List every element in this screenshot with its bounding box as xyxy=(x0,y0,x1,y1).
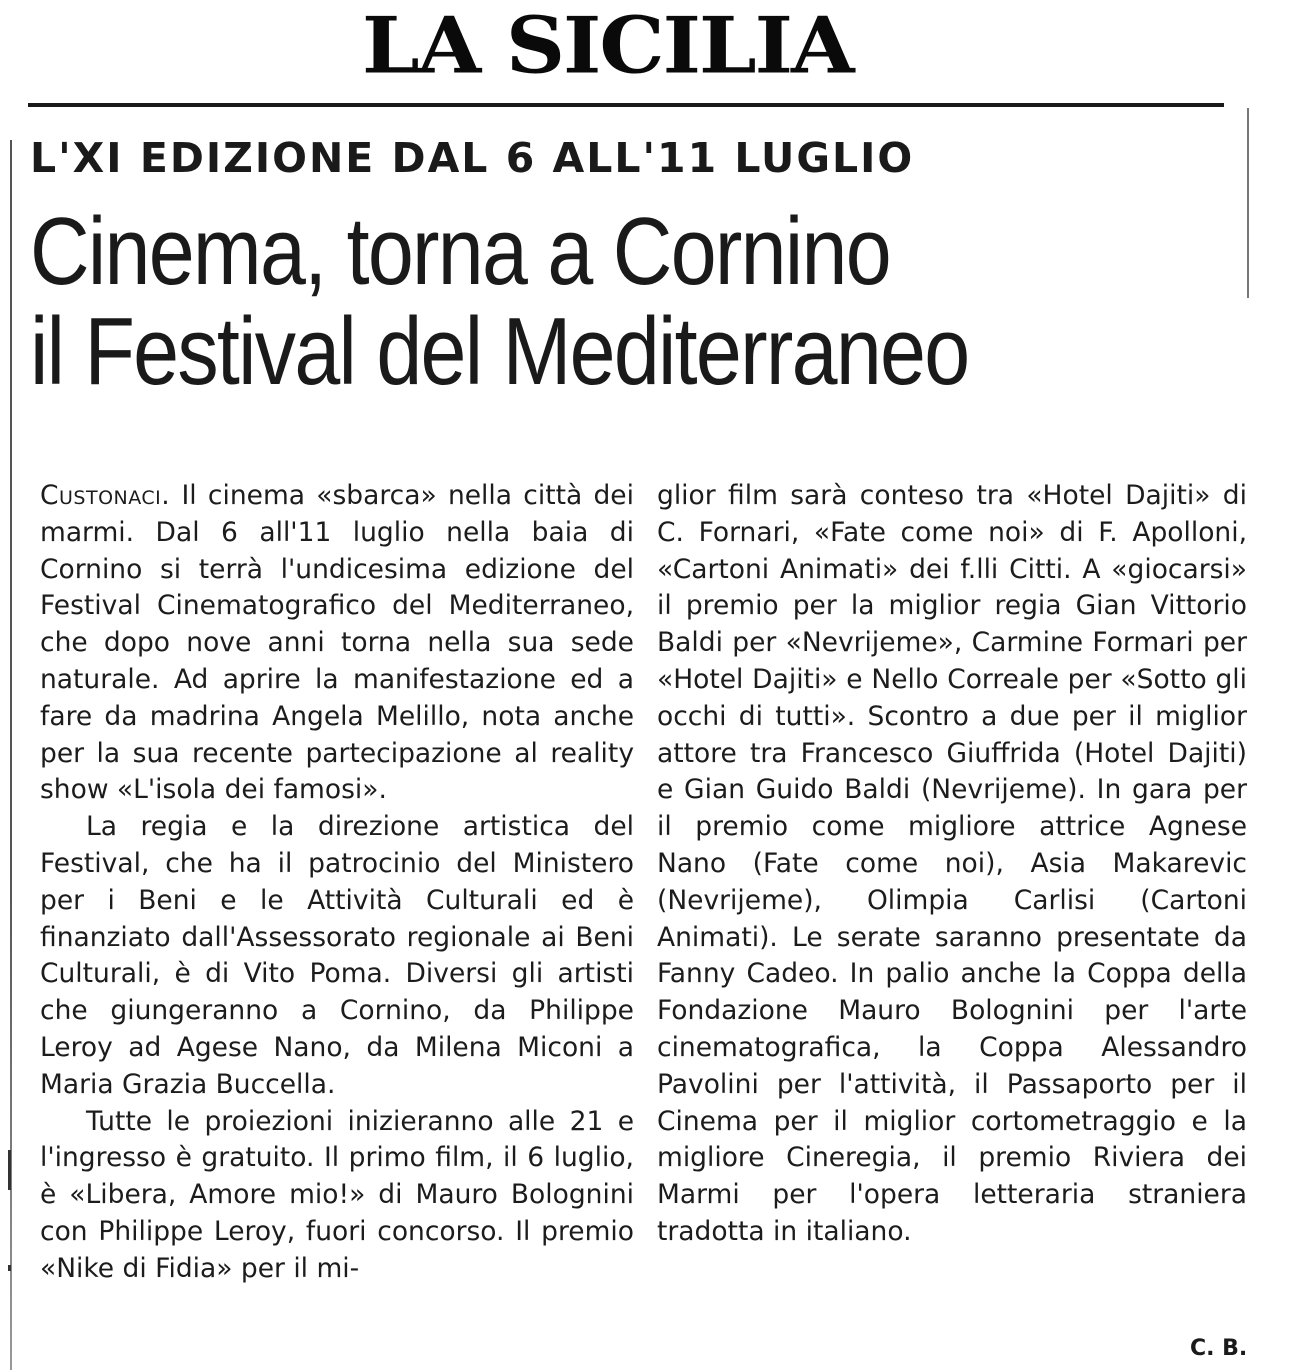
article-paragraph: Tutte le proiezioni inizieranno alle 21 e l'ingresso è gratuito. Il primo film, il 6 luglio, è «Libera, Amore mio!» di Mauro Bolognini con Philippe Leroy, fuori concorso. Il premio «Nike di Fidia» per il mi- xyxy=(40,1105,634,1284)
newspaper-masthead: LA SICILIA xyxy=(362,0,853,92)
right-margin-rule xyxy=(1247,108,1249,298)
article-paragraph: La regia e la direzione artistica del Festival, che ha il patrocinio del Ministero per i Beni e le Attività Culturali ed è finanziato dall'Assessorato regionale ai Beni Culturali, è di Vito Poma. Diversi gli artisti che giungeranno a Cornino, da Philippe Leroy ad Agese Nano, da Milena Miconi a Maria Grazia Buccella. xyxy=(40,811,634,1100)
article-column-right xyxy=(657,478,1247,1251)
article-headline xyxy=(30,198,1079,405)
author-signature: C. B. xyxy=(1190,1336,1248,1361)
article-column-left xyxy=(40,478,634,1288)
article-kicker: L'XI EDIZIONE DAL 6 ALL'11 LUGLIO xyxy=(30,134,915,182)
article-dateline: Custonaci. xyxy=(40,480,171,511)
scan-mark xyxy=(8,1265,11,1271)
article-paragraph xyxy=(40,478,634,809)
top-rule xyxy=(28,103,1224,107)
article-paragraph: glior film sarà conteso tra «Hotel Dajiti» di C. Fornari, «Fate come noi» di F. Apolloni, «Cartoni Animati» dei f.lli Citti. A «giocarsi» il premio per la miglior regia Gian Vittorio Baldi per «Nevrijeme», Carmine Formari per «Hotel Dajiti» e Nello Correale per «Sotto gli occhi di tutti». Scontro a due per il miglior attore tra Francesco Giuffrida (Hotel Dajiti) e Gian Guido Baldi (Nevrijeme). In gara per il premio come migliore attrice Agnese Nano (Fate come noi), Asia Makarevic (Nevrijeme), Olimpia Carlisi (Cartoni Animati). Le serate saranno presentate da Fanny Cadeo. In palio anche la Coppa della Fondazione Mauro Bolognini per l'arte cinematografica, la Coppa Alessandro Pavolini per l'attività, il Passaporto per il Cinema per il miglior cortometraggio e la migliore Cineregia, il premio Riviera dei Marmi per l'opera letteraria straniera tradotta in italiano. xyxy=(657,480,1247,1247)
paragraph-text: Il cinema «sbarca» nella città dei marmi. Dal 6 all'11 luglio nella baia di Cornino si terrà l'undicesima edizione del Festival Cinematografico del Mediterraneo, che dopo nove anni torna nella sua sede naturale. Ad aprire la manifestazione ed a fare da madrina Angela Melillo, nota anche per la sua recente partecipazione al reality show «L'isola dei famosi». xyxy=(40,480,634,806)
scan-mark xyxy=(8,1150,11,1190)
headline-line-1: Cinema, torna a Cornino xyxy=(30,198,890,305)
headline-line-2: il Festival del Mediterraneo xyxy=(30,298,969,405)
